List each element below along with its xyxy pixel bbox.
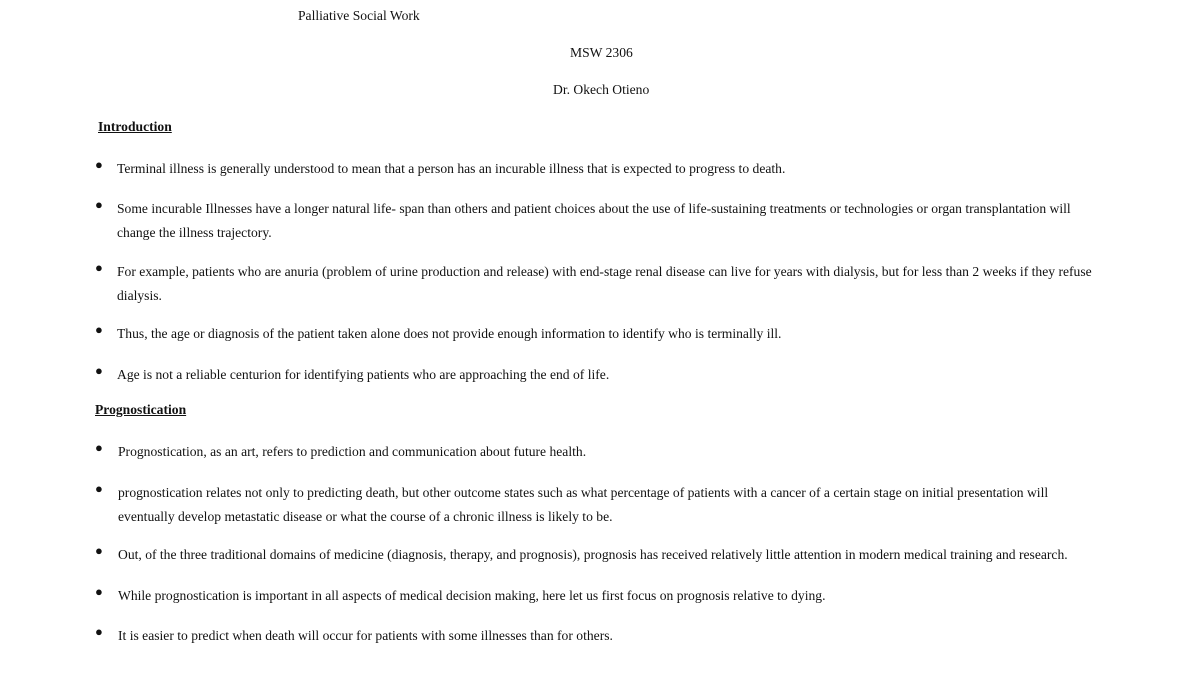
list-item-text: Out, of the three traditional domains of medicine (diagnosis, therapy, and prognosis), prognosis has received relatively little attention in modern medical training and research. [118,547,1068,562]
list-item-text: It is easier to predict when death will occur for patients with some illnesses than for others. [118,628,613,643]
bullet-icon: ● [95,440,103,455]
bullet-icon: ● [95,481,103,496]
bullet-icon: ● [95,584,103,599]
list-item-text: Terminal illness is generally understood to mean that a person has an incurable illness that is expected to progress to death. [117,161,786,176]
bullet-icon: ● [95,543,103,558]
bullet-icon: ● [95,624,103,639]
list-item-text: For example, patients who are anuria (problem of urine production and release) with end-stage renal disease can live for years with dialysis, but for less than 2 weeks if they refuse dialysis. [117,264,1092,303]
list-item-text: Some incurable Illnesses have a longer natural life- span than others and patient choices about the use of life-sustaining treatments or technologies or organ transplantation will change the illness trajectory. [117,201,1071,240]
list-item-text: While prognostication is important in all aspects of medical decision making, here let us first focus on prognosis relative to dying. [118,588,826,603]
instructor-name: Dr. Okech Otieno [553,82,650,97]
list-item-text: Thus, the age or diagnosis of the patient taken alone does not provide enough information to identify who is terminally ill. [117,326,782,341]
document-title: Palliative Social Work [298,8,420,23]
bullet-icon: ● [95,260,103,275]
bullet-icon: ● [95,157,103,172]
list-item-text: Age is not a reliable centurion for identifying patients who are approaching the end of life. [117,367,610,382]
bullet-icon: ● [95,322,103,337]
section-heading-introduction: Introduction [98,119,172,134]
list-item-text: Prognostication, as an art, refers to prediction and communication about future health. [118,444,587,459]
bullet-icon: ● [95,363,103,378]
section-heading-prognostication: Prognostication [95,402,187,417]
course-code: MSW 2306 [570,45,633,60]
bullet-icon: ● [95,197,103,212]
list-item-text: prognostication relates not only to predicting death, but other outcome states such as what percentage of patients with a cancer of a certain stage on initial presentation will eventually develop metastatic disease or what the course of a chronic illness is likely to be. [118,485,1049,524]
